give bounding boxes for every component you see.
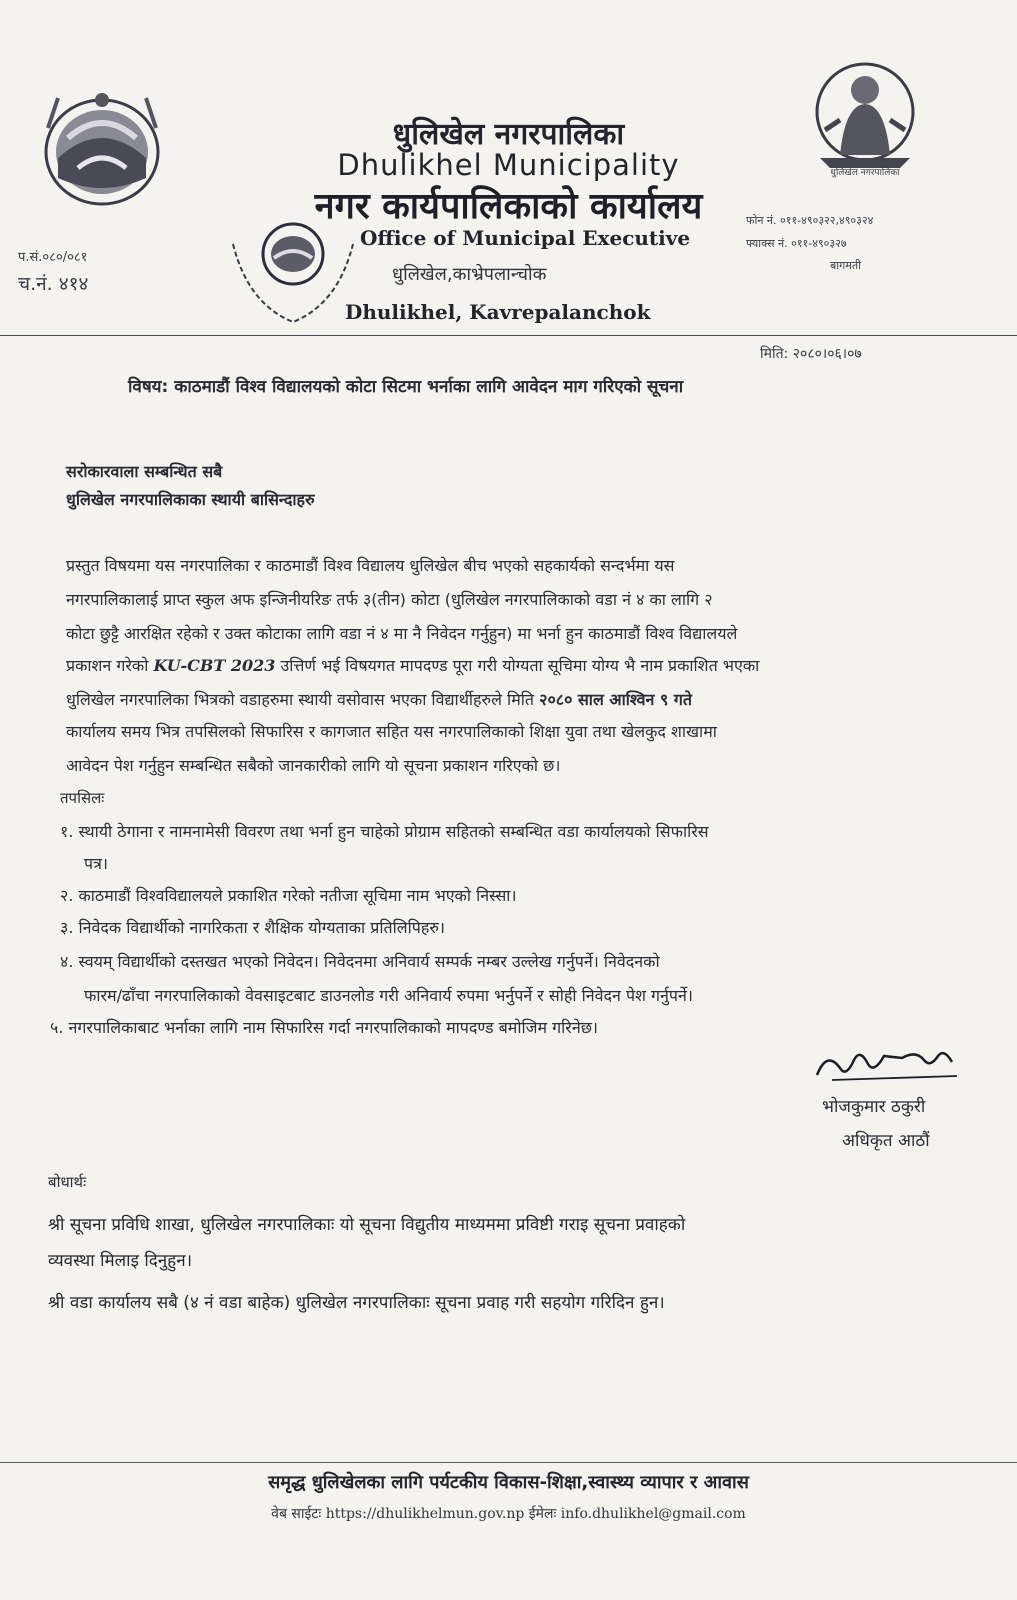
handwritten-signature [812,1030,962,1090]
body-line-text: प्रकाशन गरेको [66,656,154,675]
office-stamp-icon [228,204,358,334]
footer-contact: वेब साईटः https://dhulikhelmun.gov.np ईमेलः info.dhulikhel@gmail.com [271,1506,746,1522]
body-line: आवेदन पेश गर्नुहुन सम्बन्धित सबैको जानकारीको लागि यो सूचना प्रकाशन गरिएको छ। [66,756,561,775]
body-line-text: उत्तिर्ण भई विषयगत मापदण्ड पूरा गरी योग्यता सूचिमा योग्य भै नाम प्रकाशित भएका [275,656,760,675]
fiscal-year-ref: प.सं.०८०/०८१ [18,250,88,265]
phone-number: फोन नं. ०११-४९०३२२,४९०३२४ [746,214,874,227]
list-item: ५. नगरपालिकाबाट भर्नाका लागि नाम सिफारिस गर्दा नगरपालिकाको मापदण्ड बमोजिम गरिनेछ। [50,1018,598,1037]
list-item: फारम/ढाँचा नगरपालिकाको वेवसाइटबाट डाउनलोड गरी अनिवार्य रुपमा भर्नुपर्ने र सोही निवेदन पेश गर्नुपर्ने। [84,986,693,1005]
addressee-line: धुलिखेल नगरपालिकाका स्थायी बासिन्दाहरु [66,490,315,509]
letter-subject: विषय: काठमाडौं विश्व विद्यालयको कोटा सिटमा भर्नाका लागि आवेदन माग गरिएको सूचना [128,377,684,397]
list-item: १. स्थायी ठेगाना र नामनामेसी विवरण तथा भर्ना हुन चाहेको प्रोग्राम सहितको सम्बन्धित वडा कार्यालयको सिफारिस [60,822,709,841]
footer-slogan: समृद्ध धुलिखेलका लागि पर्यटकीय विकास-शिक्षा,स्वास्थ्य व्यापार र आवास [268,1472,749,1493]
right-emblem-caption: धुलिखेल नगरपालिका [830,168,900,178]
body-line: कार्यालय समय भित्र तपसिलको सिफारिस र कागजात सहित यस नगरपालिकाको शिक्षा युवा तथा खेलकुद शाखामा [66,722,717,741]
list-item: ३. निवेदक विद्यार्थीको नागरिकता र शैक्षिक योग्यताका प्रतिलिपिहरु। [60,918,445,937]
exam-name: KU-CBT 2023 [153,656,276,675]
body-line: नगरपालिकालाई प्राप्त स्कुल अफ इन्जिनीयरिङ तर्फ ३(तीन) कोटा (धुलिखेल नगरपालिकाको वडा नं ४ का लागि २ [66,590,713,609]
header-divider [0,335,1017,336]
signatory-title: अधिकृत आठौं [842,1131,930,1151]
location-english: Dhulikhel, Kavrepalanchok [345,300,651,324]
municipality-name-nepali: धुलिखेल नगरपालिका [392,117,625,152]
body-line [66,654,759,676]
cc-line: श्री वडा कार्यालय सबै (४ नं वडा बाहेक) धुलिखेल नगरपालिकाः सूचना प्रवाह गरी सहयोग गरिदिन हुन। [48,1293,665,1313]
cc-line: श्री सूचना प्रविधि शाखा, धुलिखेल नगरपालिकाः यो सूचना विद्युतीय माध्यममा प्रविष्टी गराइ सूचना प्रवाहको [48,1215,686,1235]
bodharth-label: बोधार्थः [48,1173,87,1191]
body-line [66,688,692,710]
body-line-text: धुलिखेल नगरपालिका भित्रको वडाहरुमा स्थायी वसोवास भएका विद्यार्थीहरुले मिति [66,690,535,709]
municipality-name-english: Dhulikhel Municipality [337,148,680,182]
list-item: ४. स्वयम् विद्यार्थीको दस्तखत भएको निवेदन। निवेदनमा अनिवार्य सम्पर्क नम्बर उल्लेख गर्नुपर्ने। निवेदनको [60,952,660,971]
region-name: बागमती [830,259,862,272]
office-name-nepali: नगर कार्यपालिकाको कार्यालय [314,186,703,227]
body-line: प्रस्तुत विषयमा यस नगरपालिका र काठमाडौं विश्व विद्यालय धुलिखेल बीच भएको सहकार्यको सन्दर्भमा यस [66,556,675,575]
letter-date: मिति: २०८०।०६।०७ [760,346,862,362]
fax-number: फ्याक्स नं. ०११-४९०३२७ [746,237,847,250]
location-nepali: धुलिखेल,काभ्रेपलान्चोक [392,264,547,285]
body-line: कोटा छुट्टै आरक्षित रहेको र उक्त कोटाका लागि वडा नं ४ मा नै निवेदन गर्नुहुन) मा भर्ना हुन काठमाडौं विश्व विद्यालयले [66,624,738,643]
dispatch-number: च.नं. ४१४ [18,273,89,295]
application-deadline: २०८० साल आश्विन ९ गते [539,690,693,709]
signatory-name: भोजकुमार ठकुरी [822,1097,926,1117]
footer-divider [0,1462,1017,1463]
addressee-line: सरोकारवाला सम्बन्धित सबै [66,462,223,481]
tapsil-label: तपसिलः [60,789,105,807]
list-item: पत्र। [84,854,108,873]
list-item: २. काठमाडौं विश्वविद्यालयले प्रकाशित गरेको नतीजा सूचिमा नाम भएको निस्सा। [60,886,517,905]
office-name-english: Office of Municipal Executive [360,226,691,250]
cc-line: व्यवस्था मिलाइ दिनुहुन। [48,1251,193,1271]
